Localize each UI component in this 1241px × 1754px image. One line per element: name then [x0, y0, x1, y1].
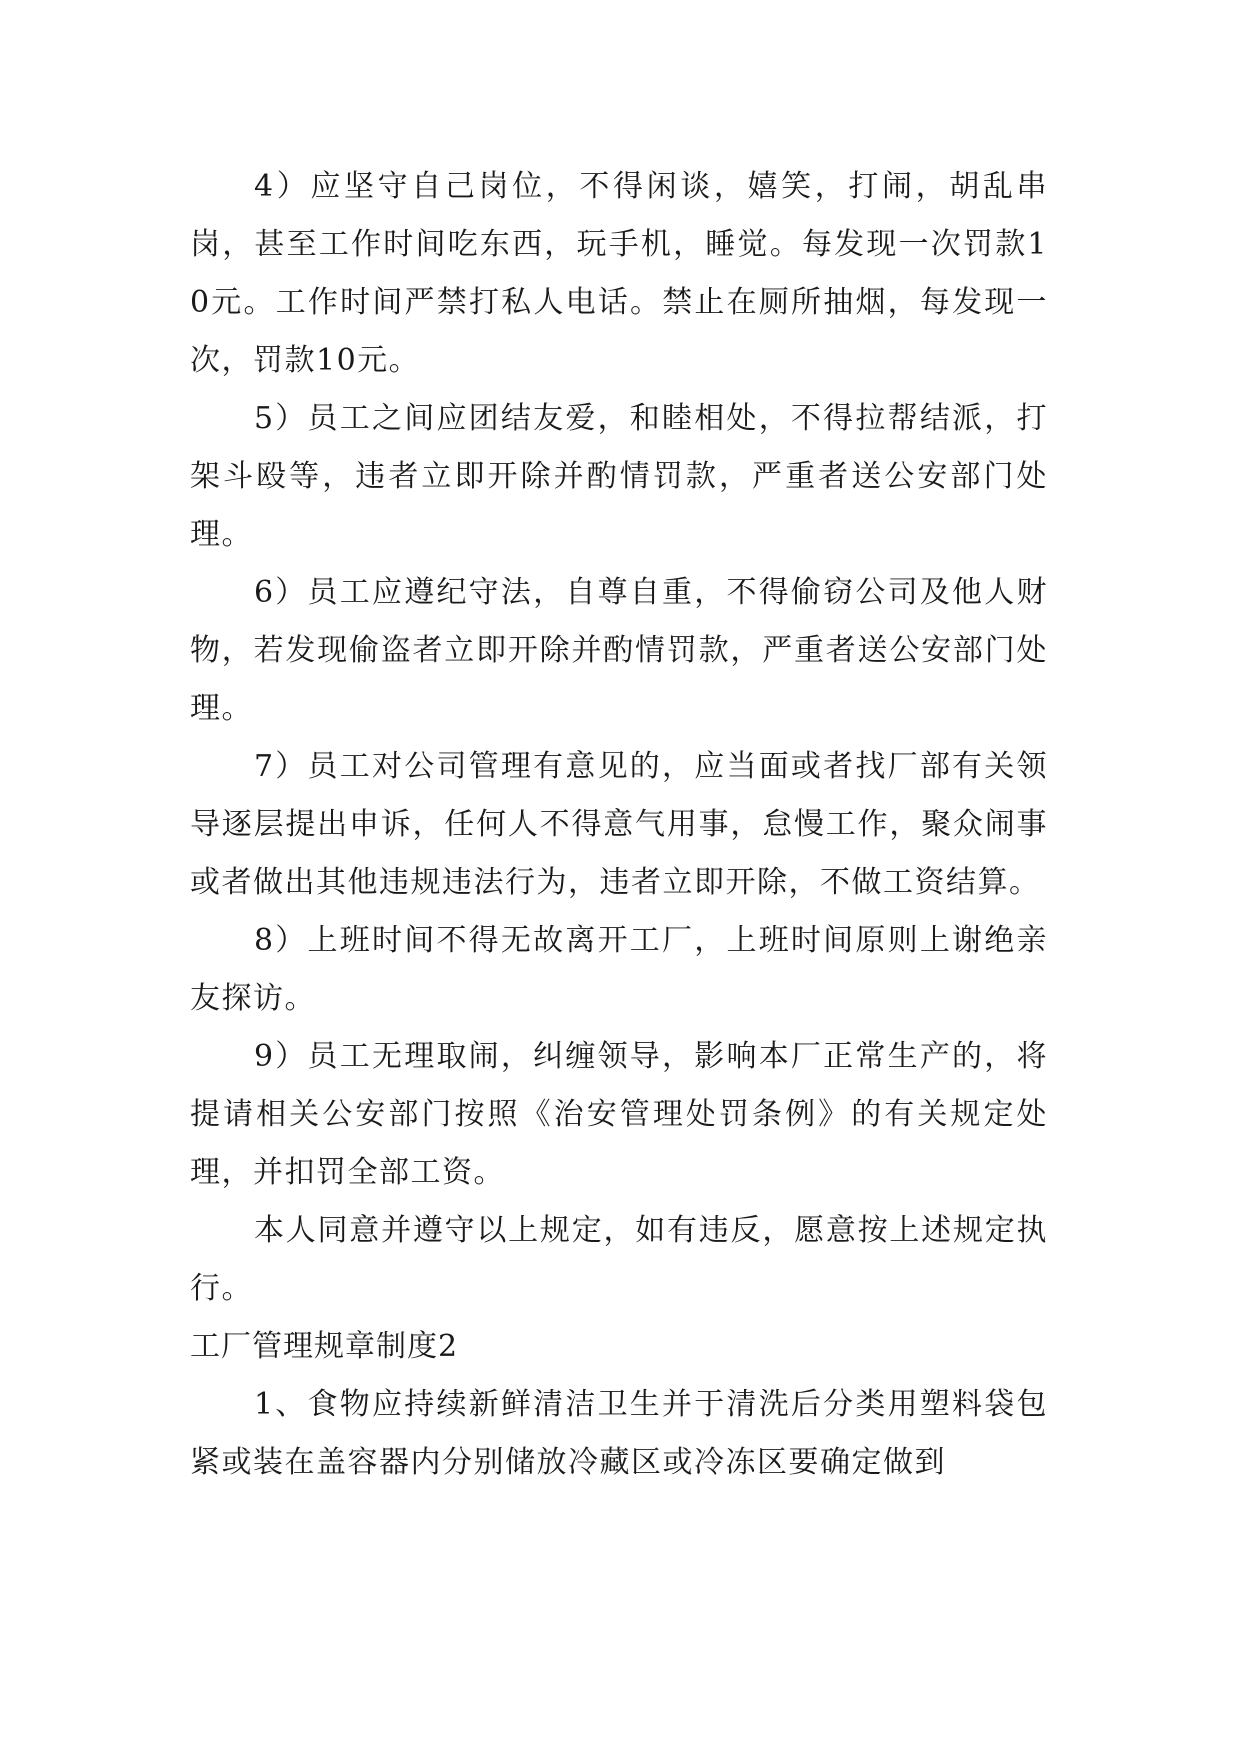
paragraph-rule-5: 5）员工之间应团结友爱，和睦相处，不得拉帮结派，打架斗殴等，违者立即开除并酌情罚款，严重者送公安部门处理。	[190, 401, 1048, 552]
section-heading: 工厂管理规章制度2	[190, 1329, 459, 1364]
paragraph-section2-rule-1: 1、食物应持续新鲜清洁卫生并于清洗后分类用塑料袋包紧或装在盖容器内分别储放冷藏区或冷冻区要确定做到	[190, 1387, 1048, 1480]
paragraph-rule-6: 6）员工应遵纪守法，自尊自重，不得偷窃公司及他人财物，若发现偷盗者立即开除并酌情罚款，严重者送公安部门处理。	[190, 575, 1048, 726]
paragraph-rule-9: 9）员工无理取闹，纠缠领导，影响本厂正常生产的，将提请相关公安部门按照《治安管理处罚条例》的有关规定处理，并扣罚全部工资。	[190, 1039, 1048, 1190]
paragraph-rule-8: 8）上班时间不得无故离开工厂，上班时间原则上谢绝亲友探访。	[190, 923, 1048, 1016]
paragraph-rule-7: 7）员工对公司管理有意见的，应当面或者找厂部有关领导逐层提出申诉，任何人不得意气用事，怠慢工作，聚众闹事或者做出其他违规违法行为，违者立即开除，不做工资结算。	[190, 749, 1048, 900]
paragraph-agreement: 本人同意并遵守以上规定，如有违反，愿意按上述规定执行。	[190, 1213, 1048, 1306]
paragraph-rule-4: 4）应坚守自己岗位，不得闲谈，嬉笑，打闹，胡乱串岗，甚至工作时间吃东西，玩手机，睡觉。每发现一次罚款10元。工作时间严禁打私人电话。禁止在厕所抽烟，每发现一次，罚款10元。	[190, 169, 1048, 378]
document-body	[190, 158, 1048, 1492]
